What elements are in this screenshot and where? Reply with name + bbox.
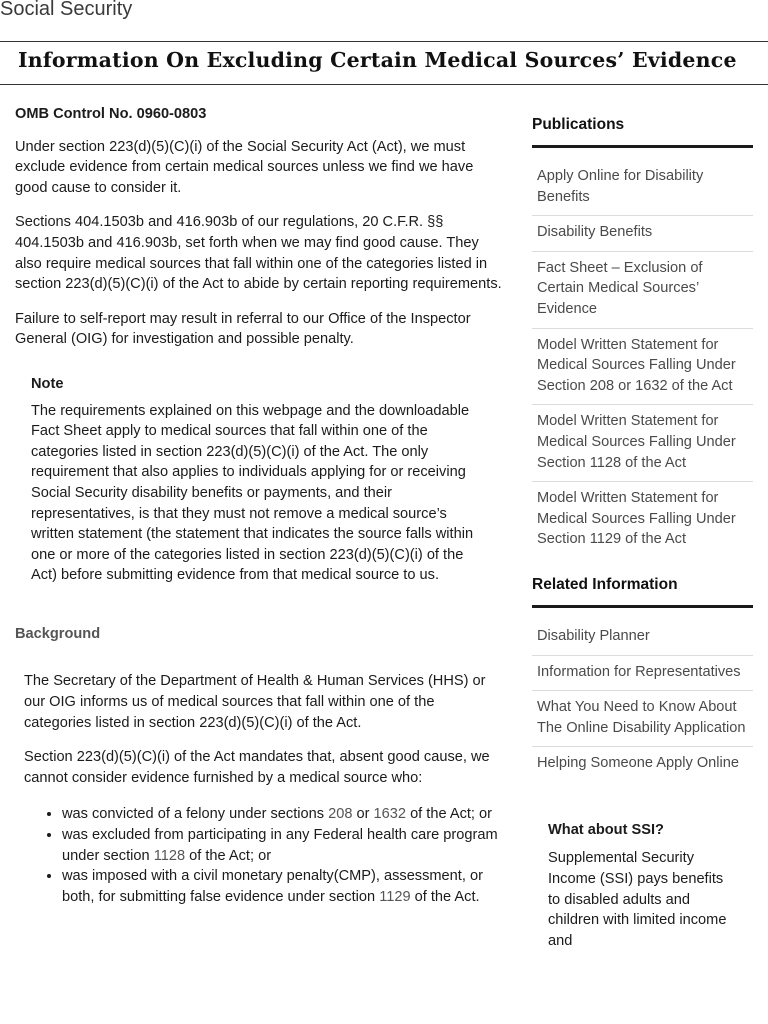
publication-link-apply-online[interactable]: Apply Online for Disability Benefits — [532, 160, 753, 216]
list-item-text: was excluded from participating in any Federal health care program under section — [62, 827, 498, 864]
list-item-text: was imposed with a civil monetary penalty(CMP), assessment, or both, for submitting false evidence under section — [62, 868, 483, 905]
list-item-text: of the Act; or — [185, 847, 272, 864]
sidebar — [532, 116, 753, 951]
section-1632-link[interactable]: 1632 — [373, 806, 407, 823]
exclusion-criteria-list — [15, 804, 505, 907]
publication-link-statement-1128[interactable]: Model Written Statement for Medical Sources Falling Under Section 1128 of the Act — [532, 405, 753, 482]
publication-link-statement-208-1632[interactable]: Model Written Statement for Medical Sources Falling Under Section 208 or 1632 of the Act — [532, 329, 753, 406]
background-paragraph-2: Section 223(d)(5)(C)(i) of the Act mandates that, absent good cause, we cannot consider evidence furnished by a medical source who: — [24, 749, 490, 786]
section-1128-link[interactable]: 1128 — [153, 847, 186, 864]
site-title[interactable]: Social Security — [0, 0, 133, 20]
publications-list — [532, 160, 753, 558]
related-link-disability-planner[interactable]: Disability Planner — [532, 620, 753, 656]
related-link-online-application[interactable]: What You Need to Know About The Online Disability Application — [532, 691, 753, 747]
regulations-paragraph: Sections 404.1503b and 416.903b of our regulations, 20 C.F.R. §§ 404.1503b and 416.903b, set forth when we may find good cause. They also require medical sources that fall within one of the categories listed in section 223(d)(5)(C)(i) of the Act to abide by certain reporting requirements. — [15, 214, 502, 293]
intro-paragraph: Under section 223(d)(5)(C)(i) of the Social Security Act (Act), we must exclude evidence from certain medical sources unless we find we have good cause to consider it. — [15, 138, 474, 196]
publication-link-disability-benefits[interactable]: Disability Benefits — [532, 216, 753, 252]
page-title: Information On Excluding Certain Medical Sources’ Evidence — [18, 48, 737, 72]
list-item-text: or — [352, 806, 374, 823]
list-item-text: of the Act. — [410, 888, 480, 905]
publications-heading: Publications — [532, 116, 753, 148]
background-section — [15, 671, 505, 788]
list-item — [62, 866, 505, 907]
note-title: Note — [31, 375, 64, 392]
main-content — [15, 104, 505, 907]
section-1129-link[interactable]: 1129 — [379, 888, 411, 905]
penalty-paragraph: Failure to self-report may result in referral to our Office of the Inspector General (OIG) for investigation and possible penalty. — [15, 310, 471, 348]
ssi-heading: What about SSI? — [548, 821, 664, 838]
related-link-helping-someone[interactable]: Helping Someone Apply Online — [537, 755, 740, 772]
related-information-list — [532, 620, 753, 782]
list-item — [62, 825, 505, 866]
omb-control-number: OMB Control No. 0960-0803 — [15, 106, 207, 122]
list-item-text: of the Act; or — [406, 806, 493, 823]
note-box — [31, 374, 481, 586]
title-divider-bottom — [0, 84, 768, 85]
related-link-representatives[interactable]: Information for Representatives — [532, 656, 753, 692]
publication-link-statement-1129[interactable]: Model Written Statement for Medical Sources Falling Under Section 1129 of the Act — [537, 490, 736, 548]
section-208-link[interactable]: 208 — [328, 806, 353, 823]
title-divider-top — [0, 41, 768, 42]
list-item — [62, 804, 505, 825]
ssi-info-box — [548, 820, 738, 952]
related-information-heading: Related Information — [532, 576, 753, 608]
list-item-text: was convicted of a felony under sections — [62, 806, 329, 823]
background-heading: Background — [15, 625, 101, 642]
note-text: The requirements explained on this webpage and the downloadable Fact Sheet apply to medical sources that fall within one of the categories listed in section 223(d)(5)(C)(i) of the Act. The only requirement that also applies to individuals applying for or receiving Social Security disability benefits or payments, and their representatives, is that they must not remove a medical source’s written statement (the statement that indicates the source falls within one or more of the categories listed in section 223(d)(5)(C)(i) of the Act) before submitting evidence from that medical source to us. — [31, 402, 474, 584]
publication-link-fact-sheet[interactable]: Fact Sheet – Exclusion of Certain Medical Sources’ Evidence — [532, 252, 753, 329]
background-paragraph-1: The Secretary of the Department of Health & Human Services (HHS) or our OIG informs us of medical sources that fall within one of the categories listed in section 223(d)(5)(C)(i) of the Act. — [24, 673, 486, 731]
ssi-text: Supplemental Security Income (SSI) pays benefits to disabled adults and children with limited income and — [548, 850, 727, 949]
